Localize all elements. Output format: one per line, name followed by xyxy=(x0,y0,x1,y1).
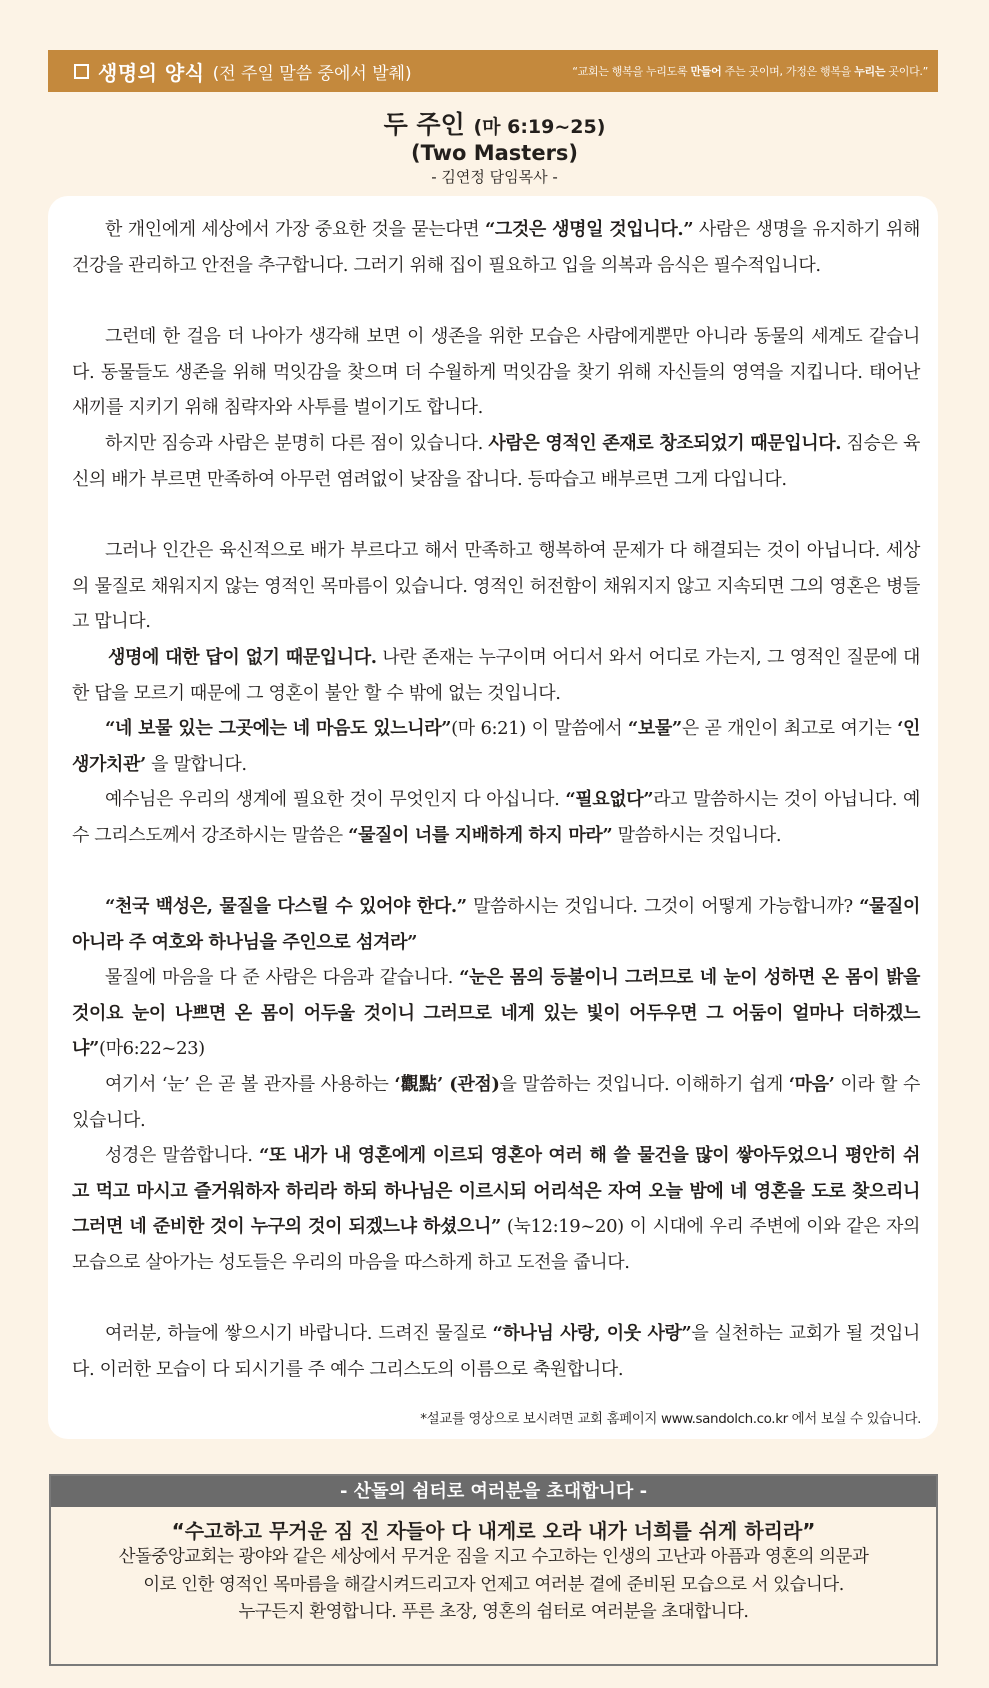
invitation-box xyxy=(49,1474,938,1666)
paragraph: “천국 백성은, 물질을 다스릴 수 있어야 한다.” 말씀하시는 것입니다. 그것이 어떻게 가능합니까? “물질이 아니라 주 여호와 하나님을 주인으로 섬겨라” xyxy=(72,896,921,953)
paragraph: 여기서 ‘눈’ 은 곧 볼 관자를 사용하는 ‘觀點’ (관점)을 말씀하는 것입니다. 이해하기 쉽게 ‘마음’ 이라 할 수 있습니다. xyxy=(72,1074,920,1131)
paragraph: “네 보물 있는 그곳에는 네 마음도 있느니라”(마 6:21) 이 말씀에서 “보물”은 곧 개인이 최고로 여기는 ‘인생가치관’ 을 말합니다. xyxy=(72,718,921,775)
section-header-bar xyxy=(48,50,938,92)
section-subtitle: (전 주일 말씀 중에서 발췌) xyxy=(212,63,412,84)
invitation-text xyxy=(51,1544,936,1627)
paragraph: 성경은 말씀합니다. “또 내가 내 영혼에게 이르되 영혼아 여러 해 쓸 물건을 많이 쌓아두었으니 평안히 쉬고 먹고 마시고 즐거워하자 하리라 하되 하나님은 이르시되 어리석은 자여 오늘 밤에 네 영혼을 도로 찾으리니 그러면 네 준비한 것이 누구의 것이 되겠느냐 하셨으니” (눅12:19~20) 이 시대에 우리 주변에 이와 같은 자의 모습으로 살아가는 성도들은 우리의 마음을 따스하게 하고 도전을 줍니다. xyxy=(72,1145,920,1273)
header-quote: “교회는 행복을 누리도록 만들어 주는 곳이며, 가정은 행복을 누리는 곳이다.” xyxy=(572,65,928,78)
sermon-english-title: (Two Masters) xyxy=(410,141,579,165)
invitation-header: - 산돌의 쉼터로 여러분을 초대합니다 - xyxy=(51,1476,936,1507)
sermon-heading xyxy=(0,110,989,187)
paragraph: 여러분, 하늘에 쌓으시기 바랍니다. 드려진 물질로 “하나님 사랑, 이웃 사랑”을 실천하는 교회가 될 것입니다. 이러한 모습이 다 되시기를 주 예수 그리스도의 이름으로 축원합니다. xyxy=(72,1323,920,1380)
paragraph: 하지만 짐승과 사람은 분명히 다른 점이 있습니다. 사람은 영적인 존재로 창조되었기 때문입니다. 짐승은 육신의 배가 부르면 만족하여 아무런 염려없이 낮잠을 잡니다. 등따습고 배부르면 그게 다입니다. xyxy=(72,433,920,490)
invitation-line: 산돌중앙교회는 광야와 같은 세상에서 무거운 짐을 지고 수고하는 인생의 고난과 아픔과 영혼의 의문과 xyxy=(118,1547,869,1567)
paragraph: 그런데 한 걸음 더 나아가 생각해 보면 이 생존을 위한 모습은 사람에게뿐만 아니라 동물의 세계도 같습니다. 동물들도 생존을 위해 먹잇감을 찾으며 더 수월하게 먹잇감을 찾기 위해 자신들의 영역을 지킵니다. 태어난 새끼를 지키기 위해 침략자와 사투를 벌이기도 합니다. xyxy=(72,326,920,419)
section-title: 생명의 양식 xyxy=(98,60,205,85)
pastor-name: - 김연정 담임목사 - xyxy=(431,168,558,186)
paragraph: 그러나 인간은 육신적으로 배가 부르다고 해서 만족하고 행복하여 문제가 다 해결되는 것이 아닙니다. 세상의 물질로 채워지지 않는 영적인 목마름이 있습니다. 영적인 허전함이 채워지지 않고 지속되면 그의 영혼은 병들고 맙니다. xyxy=(72,540,920,633)
sermon-title: 두 주인 (마 6:19~25) xyxy=(383,110,606,139)
scripture-reference: (마 6:19~25) xyxy=(473,116,606,138)
invitation-quote: “수고하고 무거운 짐 진 자들아 다 내게로 오라 내가 너희를 쉬게 하리라” xyxy=(171,1519,816,1543)
paragraph: 예수님은 우리의 생계에 필요한 것이 무엇인지 다 아십니다. “필요없다”라고 말씀하시는 것이 아닙니다. 예수 그리스도께서 강조하시는 말씀은 “물질이 너를 지배하게 하지 마라” 말씀하시는 것입니다. xyxy=(72,789,920,846)
paragraph: 물질에 마음을 다 준 사람은 다음과 같습니다. “눈은 몸의 등불이니 그러므로 네 눈이 성하면 온 몸이 밝을 것이요 눈이 나쁘면 온 몸이 어두울 것이니 그러므로 네게 있는 빛이 어두우면 그 어둠이 얼마나 더하겠느냐”(마6:22~23) xyxy=(72,967,921,1060)
paragraph: 한 개인에게 세상에서 가장 중요한 것을 묻는다면 “그것은 생명일 것입니다.” 사람은 생명을 유지하기 위해 건강을 관리하고 안전을 추구합니다. 그러기 위해 집이 필요하고 입을 의복과 음식은 필수적입니다. xyxy=(72,219,921,276)
video-footnote: *설교를 영상으로 보시려면 교회 홈페이지 www.sandolch.co.kr 에서 보실 수 있습니다. xyxy=(420,1411,921,1427)
invitation-line: 이로 인한 영적인 목마름을 해갈시켜드리고자 언제고 여러분 곁에 준비된 모습으로 서 있습니다. xyxy=(143,1574,844,1595)
checkbox-square-icon xyxy=(74,64,89,79)
invitation-line: 누구든지 환영합니다. 푸른 초장, 영혼의 쉼터로 여러분을 초대합니다. xyxy=(238,1602,749,1622)
paragraph: 생명에 대한 답이 없기 때문입니다. 나란 존재는 누구이며 어디서 와서 어디로 가는지, 그 영적인 질문에 대한 답을 모르기 때문에 그 영혼이 불안 할 수 밖에 없는 것입니다. xyxy=(72,647,920,704)
